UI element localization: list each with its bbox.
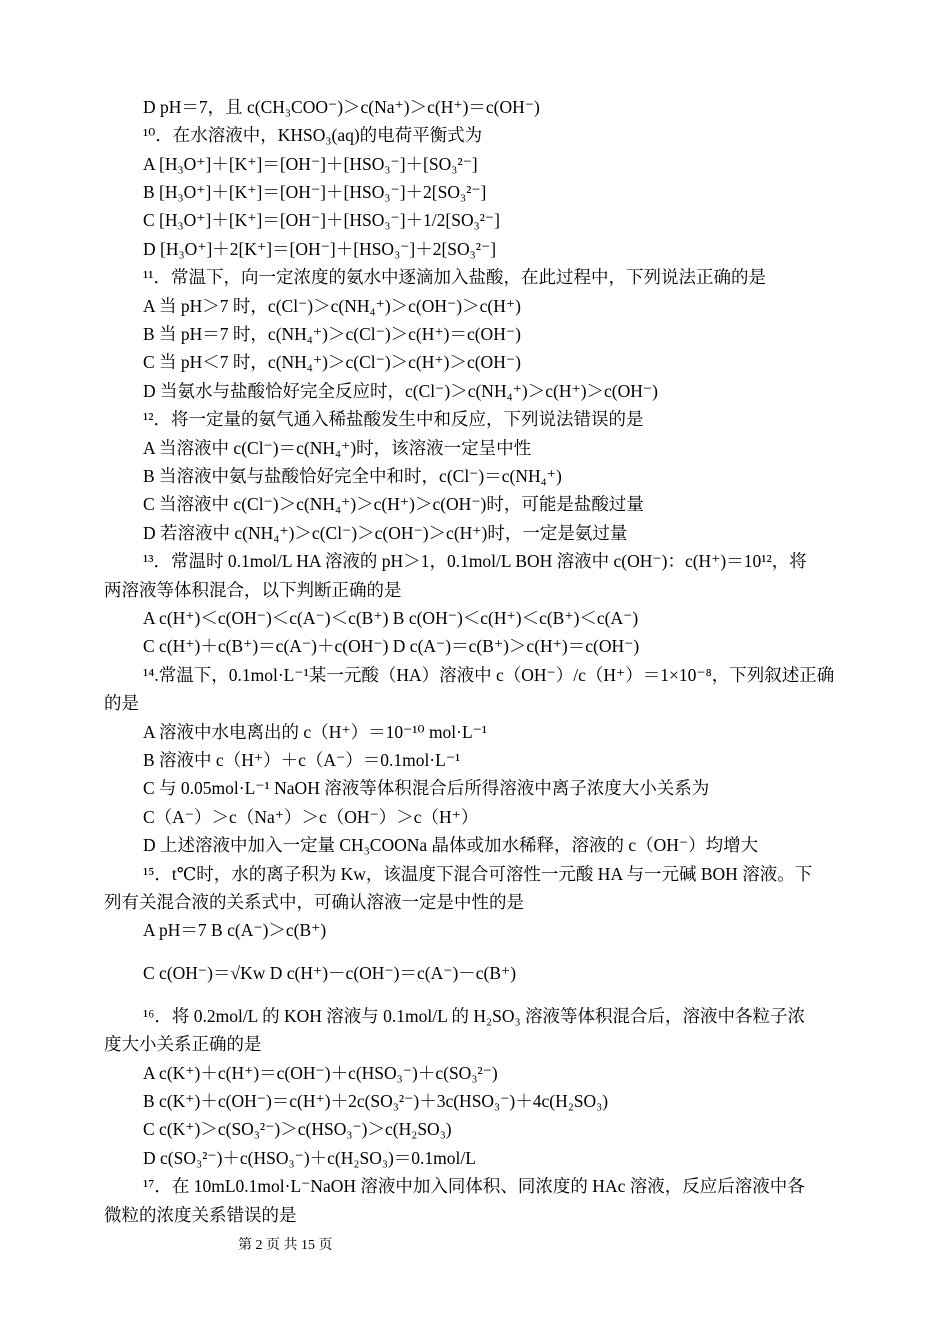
question-14-stem: ¹⁴.常温下，0.1mol·L⁻¹某一元酸（HA）溶液中 c（OH⁻）/c（H⁺）＝1×10⁻⁸，下列叙述正确 — [143, 665, 835, 685]
question-12-stem: ¹²．将一定量的氨气通入稀盐酸发生中和反应，下列说法错误的是 — [143, 409, 644, 429]
option-line: B 当 pH＝7 时，c(NH₄⁺)＞c(Cl⁻)＞c(H⁺)＝c(OH⁻) — [143, 324, 521, 344]
option-line: A c(H⁺)＜c(OH⁻)＜c(A⁻)＜c(B⁺) B c(OH⁻)＜c(H⁺)＜c(B⁺)＜c(A⁻) — [143, 608, 639, 628]
option-line: B [H₃O⁺]＋[K⁺]＝[OH⁻]＋[HSO₃⁻]＋2[SO₃²⁻] — [143, 182, 487, 202]
option-line: D [H₃O⁺]＋2[K⁺]＝[OH⁻]＋[HSO₃⁻]＋2[SO₃²⁻] — [143, 239, 497, 259]
option-line: D 若溶液中 c(NH₄⁺)＞c(Cl⁻)＞c(OH⁻)＞c(H⁺)时，一定是氨过量 — [143, 523, 628, 543]
question-15-stem-cont: 列有关混合液的关系式中，可确认溶液一定是中性的是 — [104, 892, 524, 912]
question-14-stem-cont: 的是 — [104, 693, 139, 713]
option-line: C [H₃O⁺]＋[K⁺]＝[OH⁻]＋[HSO₃⁻]＋1/2[SO₃²⁻] — [143, 210, 500, 230]
question-17-stem: ¹⁷．在 10mL0.1mol·L⁻NaOH 溶液中加入同体积、同浓度的 HAc 溶液，反应后溶液中各 — [143, 1176, 805, 1196]
option-line: D c(SO₃²⁻)＋c(HSO₃⁻)＋c(H₂SO₃)＝0.1mol/L — [143, 1148, 476, 1168]
option-line: B 当溶液中氨与盐酸恰好完全中和时，c(Cl⁻)＝c(NH₄⁺) — [143, 466, 562, 486]
option-line: C c(OH⁻)＝√Kw D c(H⁺)－c(OH⁻)＝c(A⁻)－c(B⁺) — [143, 963, 517, 983]
option-line: C（A⁻）＞c（Na⁺）＞c（OH⁻）＞c（H⁺） — [143, 807, 479, 827]
question-13-stem: ¹³．常温时 0.1mol/L HA 溶液的 pH＞1，0.1mol/L BOH 溶液中 c(OH⁻)：c(H⁺)＝10¹²，将 — [143, 551, 807, 571]
text-line: D pH＝7，且 c(CH₃COO⁻)＞c(Na⁺)＞c(H⁺)＝c(OH⁻) — [143, 97, 540, 117]
option-line: A 当溶液中 c(Cl⁻)＝c(NH₄⁺)时，该溶液一定呈中性 — [143, 438, 532, 458]
option-line: D 上述溶液中加入一定量 CH₃COONa 晶体或加水稀释，溶液的 c（OH⁻）均增大 — [143, 835, 759, 855]
option-line: C 当溶液中 c(Cl⁻)＞c(NH₄⁺)＞c(H⁺)＞c(OH⁻)时，可能是盐酸过量 — [143, 494, 644, 514]
question-15-stem: ¹⁵．t℃时，水的离子积为 Kw，该温度下混合可溶性一元酸 HA 与一元碱 BOH 溶液。下 — [143, 864, 813, 884]
option-line: C c(H⁺)＋c(B⁺)＝c(A⁻)＋c(OH⁻) D c(A⁻)＝c(B⁺)＞c(H⁺)＝c(OH⁻) — [143, 636, 640, 656]
option-line: C 与 0.05mol·L⁻¹ NaOH 溶液等体积混合后所得溶液中离子浓度大小关系为 — [143, 778, 710, 798]
page-footer: 第 2 页 共 15 页 — [238, 1238, 333, 1253]
question-17-stem-cont: 微粒的浓度关系错误的是 — [104, 1205, 297, 1225]
option-line: B c(K⁺)＋c(OH⁻)＝c(H⁺)＋2c(SO₃²⁻)＋3c(HSO₃⁻)＋4c(H₂SO₃) — [143, 1091, 609, 1111]
question-16-stem: ¹⁶．将 0.2mol/L 的 KOH 溶液与 0.1mol/L 的 H₂SO₃ 溶液等体积混合后，溶液中各粒子浓 — [143, 1006, 805, 1026]
option-line: B 溶液中 c（H⁺）＋c（A⁻）＝0.1mol·L⁻¹ — [143, 750, 461, 770]
question-10-stem: ¹⁰．在水溶液中，KHSO₃(aq)的电荷平衡式为 — [143, 125, 483, 145]
question-13-stem-cont: 两溶液等体积混合，以下判断正确的是 — [104, 580, 402, 600]
question-11-stem: ¹¹．常温下，向一定浓度的氨水中逐滴加入盐酸，在此过程中，下列说法正确的是 — [143, 267, 766, 287]
option-line: A [H₃O⁺]＋[K⁺]＝[OH⁻]＋[HSO₃⁻]＋[SO₃²⁻] — [143, 154, 478, 174]
question-16-stem-cont: 度大小关系正确的是 — [104, 1034, 262, 1054]
option-line: C 当 pH＜7 时，c(NH₄⁺)＞c(Cl⁻)＞c(H⁺)＞c(OH⁻) — [143, 352, 521, 372]
option-line: A c(K⁺)＋c(H⁺)＝c(OH⁻)＋c(HSO₃⁻)＋c(SO₃²⁻) — [143, 1063, 498, 1083]
option-line: A 当 pH＞7 时，c(Cl⁻)＞c(NH₄⁺)＞c(OH⁻)＞c(H⁺) — [143, 296, 521, 316]
option-line: A 溶液中水电离出的 c（H⁺）＝10⁻¹⁰ mol·L⁻¹ — [143, 722, 488, 742]
option-line: A pH＝7 B c(A⁻)＞c(B⁺) — [143, 920, 327, 940]
option-line: C c(K⁺)＞c(SO₃²⁻)＞c(HSO₃⁻)＞c(H₂SO₃) — [143, 1119, 452, 1139]
option-line: D 当氨水与盐酸恰好完全反应时，c(Cl⁻)＞c(NH₄⁺)＞c(H⁺)＞c(OH⁻) — [143, 381, 658, 401]
